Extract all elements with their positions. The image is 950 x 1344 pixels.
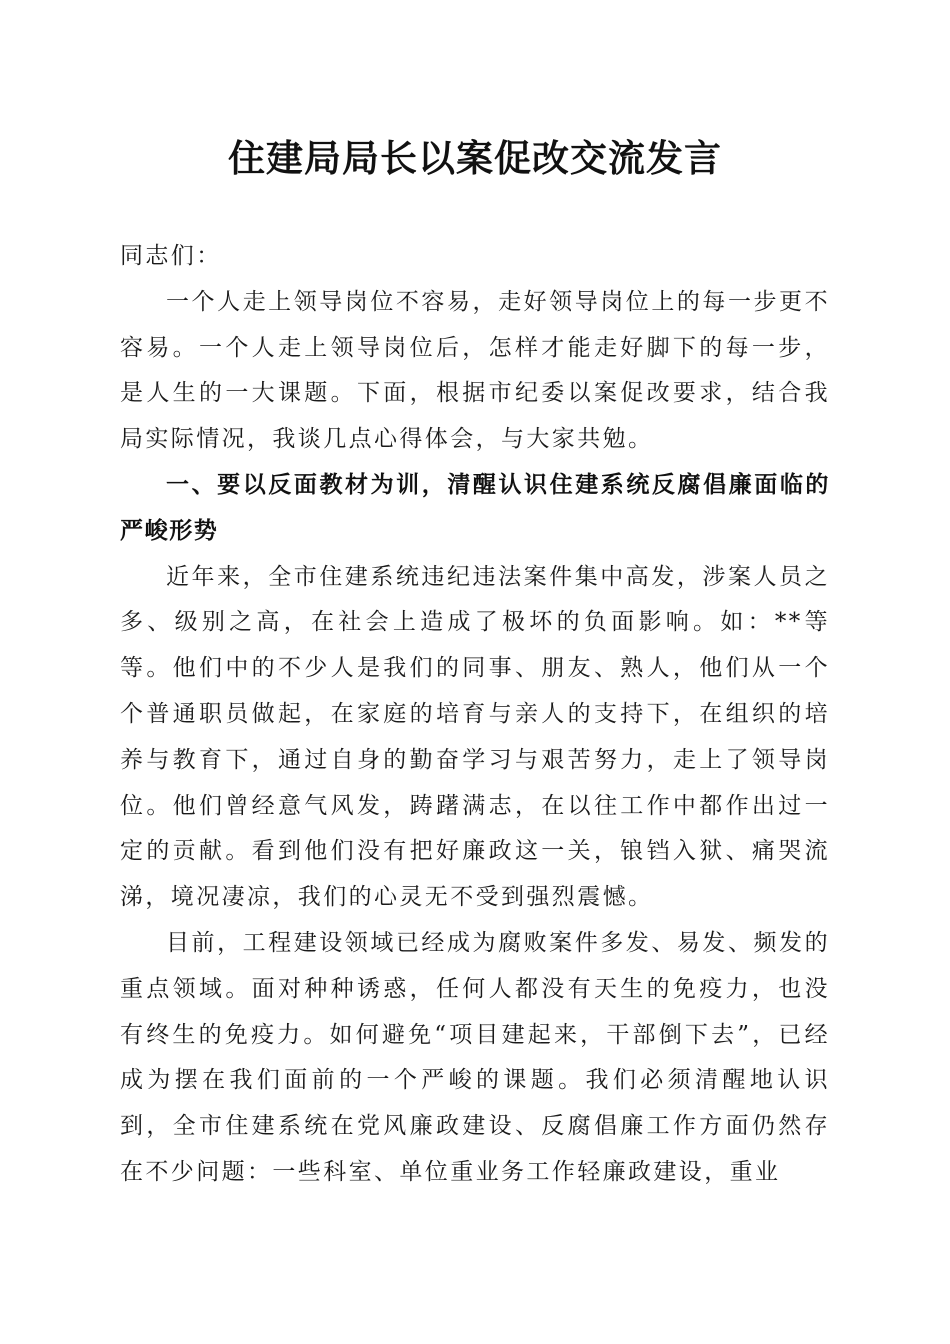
paragraph-recent-cases: 近年来，全市住建系统违纪违法案件集中高发，涉案人员之多、级别之高，在社会上造成了极坏的负面影响。如：**等等。他们中的不少人是我们的同事、朋友、熟人，他们从一个个普通职员做起，在家庭的培育与亲人的支持下，在组织的培养与教育下，通过自身的勤奋学习与艰苦努力，走上了领导岗位。他们曾经意气风发，踌躇满志，在以往工作中都作出过一定的贡献。看到他们没有把好廉政这一关，锒铛入狱、痛哭流涕，境况凄凉，我们的心灵无不受到强烈震憾。: [120, 563, 830, 911]
document-title: 住建局局长以案促改交流发言: [228, 136, 722, 180]
section-heading-1: 一、要以反面教材为训，清醒认识住建系统反腐倡廉面临的严峻形势: [120, 471, 830, 544]
document-body: [120, 234, 830, 1196]
paragraph-current-situation: 目前，工程建设领域已经成为腐败案件多发、易发、频发的重点领域。面对种种诱惑，任何人都没有天生的免疫力，也没有终生的免疫力。如何避免“项目建起来，干部倒下去”，已经成为摆在我们面前的一个严峻的课题。我们必须清醒地认识到，全市住建系统在党风廉政建设、反腐倡廉工作方面仍然存在不少问题：一些科室、单位重业务工作轻廉政建设，重业: [120, 929, 830, 1185]
salutation: 同志们：: [120, 243, 222, 269]
paragraph-intro: 一个人走上领导岗位不容易，走好领导岗位上的每一步更不容易。一个人走上领导岗位后，怎样才能走好脚下的每一步，是人生的一大课题。下面，根据市纪委以案促改要求，结合我局实际情况，我谈几点心得体会，与大家共勉。: [120, 288, 830, 453]
